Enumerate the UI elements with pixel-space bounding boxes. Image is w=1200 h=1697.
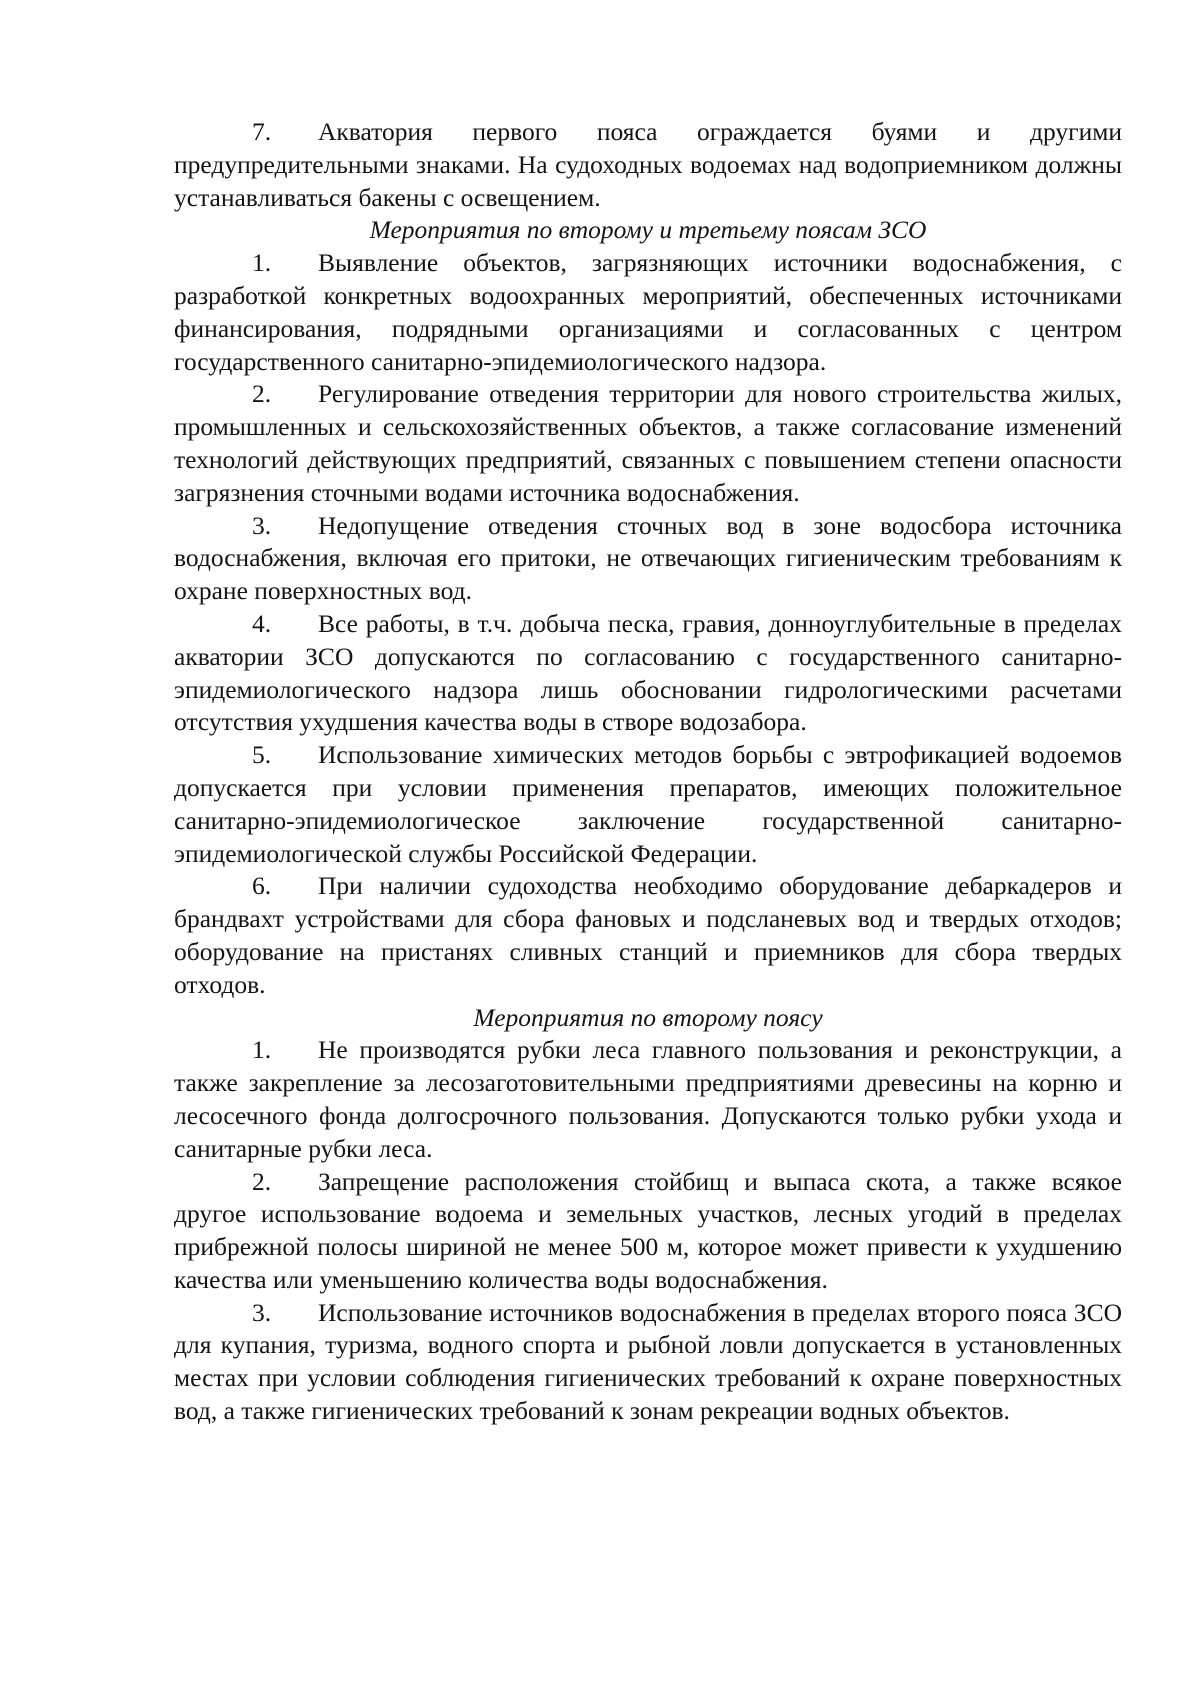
document-page <box>174 116 1122 1428</box>
list-item <box>174 1297 1122 1428</box>
item-number: 2. <box>252 1166 272 1196</box>
list-item <box>174 1166 1122 1297</box>
item-text: Использование химических методов борьбы с эвтрофикацией водоемов допускается при условии применения препаратов, имеющих положительное санитарно-эпидемиологическое заключение государственной санитарно-эпидемиологической службы Российской Федерации. <box>174 740 1122 868</box>
list-item <box>174 247 1122 378</box>
item-text: Не производятся рубки леса главного пользования и реконструкции, а также закрепление за лесозаготовительными предприятиями древесины на корню и лесосечного фонда долгосрочного пользования. Допускаются только рубки ухода и санитарные рубки леса. <box>174 1035 1122 1163</box>
item-text: Использование источников водоснабжения в пределах второго пояса ЗСО для купания, туризма, водного спорта и рыбной ловли допускается в установленных местах при условии соблюдения гигиенических требований к охране поверхностных вод, а также гигиенических требований к зонам рекреации водных объектов. <box>174 1297 1122 1426</box>
item-text: Запрещение расположения стойбищ и выпаса скота, а также всякое другое использование водоема и земельных участков, лесных угодий в пределах прибрежной полосы шириной не менее 500 м, которое может привести к ухудшению качества или уменьшению количества воды водоснабжения. <box>174 1166 1122 1294</box>
list-item <box>174 510 1122 608</box>
list-item <box>174 608 1122 739</box>
list-item <box>174 739 1122 870</box>
item-text: Регулирование отведения территории для нового строительства жилых, промышленных и сельскохозяйственных объектов, а также согласование изменений технологий действующих предприятий, связанных с повышением степени опасности загрязнения сточными водами источника водоснабжения. <box>174 379 1122 507</box>
item-text: Выявление объектов, загрязняющих источники водоснабжения, с разработкой конкретных водоохранных мероприятий, обеспеченных источниками финансирования, подрядными организациями и согласованных с центром государственного санитарно-эпидемиологического надзора. <box>174 248 1122 376</box>
list-item <box>174 1034 1122 1165</box>
item-number: 5. <box>252 740 272 770</box>
item-number: 1. <box>252 1035 272 1065</box>
section-heading: Мероприятия по второму и третьему поясам ЗСО <box>369 215 927 245</box>
item-number: 3. <box>252 1297 272 1327</box>
list-item <box>174 378 1122 509</box>
item-number: 7. <box>252 117 272 146</box>
list-item <box>174 870 1122 1001</box>
item-text: Акватория первого пояса ограждается буями и другими предупредительными знаками. На судоходных водоемах над водоприемником должны устанавливаться бакены с освещением. <box>174 117 1122 212</box>
item-number: 1. <box>252 248 272 278</box>
item-text: Все работы, в т.ч. добыча песка, гравия, донноуглубительные в пределах акватории ЗСО допускаются по согласованию с государственного санитарно-эпидемиологического надзора лишь обосновании гидрологическими расчетами отсутствия ухудшения качества воды в створе водозабора. <box>174 608 1122 737</box>
item-number: 3. <box>252 510 272 540</box>
list-item <box>174 116 1122 214</box>
item-text: Недопущение отведения сточных вод в зоне водосбора источника водоснабжения, включая его притоки, не отвечающих гигиеническим требованиям к охране поверхностных вод. <box>174 510 1122 606</box>
section-heading: Мероприятия по второму поясу <box>473 1002 823 1032</box>
item-number: 2. <box>252 379 272 409</box>
item-number: 6. <box>252 871 272 901</box>
item-text: При наличии судоходства необходимо оборудование дебаркадеров и брандвахт устройствами для сбора фановых и подсланевых вод и твердых отходов; оборудование на пристанях сливных станций и приемников для сбора твердых отходов. <box>174 871 1122 999</box>
item-number: 4. <box>252 608 272 638</box>
